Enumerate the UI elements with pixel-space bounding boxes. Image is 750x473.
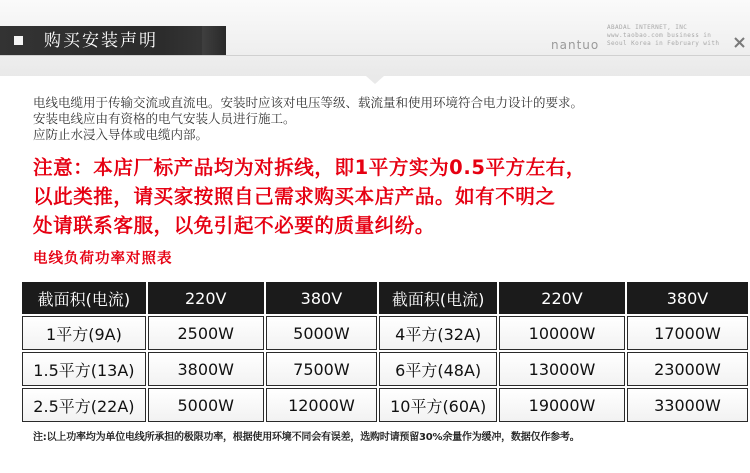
table-title: 电线负荷功率对照表: [33, 251, 173, 267]
warning-line: 处请联系客服，以免引起不必要的质量纠纷。: [33, 214, 436, 237]
header-cell: 截面积(电流): [22, 282, 146, 314]
table-cell: 2.5平方(22A): [22, 388, 146, 422]
brand-name: nantuo: [551, 38, 600, 52]
intro-line: 安装电线应由有资格的电气安装人员进行施工。: [33, 111, 296, 126]
intro-line: 电线电缆用于传输交流或直流电。安装时应该对电压等级、载流量和使用环境符合电力设计的要求。: [33, 95, 584, 110]
table-row: [22, 316, 748, 350]
header-divider: [0, 55, 750, 56]
square-bullet-icon: [14, 36, 23, 45]
warning-line: 以此类推，请买家按照自己需求购买本店产品。如有不明之: [33, 185, 556, 208]
table-cell: 17000W: [627, 316, 748, 350]
table-cell: 13000W: [499, 352, 625, 386]
table-header-row: [22, 282, 748, 314]
header-cell: 220V: [148, 282, 264, 314]
header-cell: 380V: [266, 282, 378, 314]
table-cell: 5000W: [148, 388, 264, 422]
table-cell: 4平方(32A): [379, 316, 497, 350]
brand-watermark-line: Seoul Korea in February with: [607, 40, 720, 47]
table-cell: 10平方(60A): [379, 388, 497, 422]
table-cell: 23000W: [627, 352, 748, 386]
power-table: [20, 280, 750, 424]
table-cell: 12000W: [266, 388, 378, 422]
table-row: [22, 352, 748, 386]
table-row: [22, 388, 748, 422]
brand-watermark-line: www.taobao.com business in: [607, 32, 712, 39]
table-footnote: 注:以上功率均为单位电线所承担的极限功率，根据使用环境不同会有误差，选购时请预留30%余量作为缓冲，数据仅作参考。: [33, 432, 580, 443]
header-notch: [366, 76, 384, 84]
table-cell: 5000W: [266, 316, 378, 350]
header-cell: 380V: [627, 282, 748, 314]
table-cell: 19000W: [499, 388, 625, 422]
table-cell: 33000W: [627, 388, 748, 422]
brand-watermark: [607, 24, 725, 48]
header-banner: [0, 0, 750, 76]
header-cell: 截面积(电流): [379, 282, 497, 314]
table-cell: 7500W: [266, 352, 378, 386]
table-cell: 1平方(9A): [22, 316, 146, 350]
table-cell: 2500W: [148, 316, 264, 350]
warning-notice: [33, 153, 733, 240]
brand-watermark-line: ABADAL INTERNET, INC: [607, 24, 688, 31]
page-title: 购买安装声明: [44, 31, 158, 51]
intro-line: 应防止水浸入导体或电缆内部。: [33, 127, 209, 142]
close-icon: [733, 36, 746, 49]
table-cell: 10000W: [499, 316, 625, 350]
table-cell: 1.5平方(13A): [22, 352, 146, 386]
intro-text: [33, 95, 733, 143]
warning-line: 注意：本店厂标产品均为对拆线，即1平方实为0.5平方左右，: [33, 156, 587, 179]
table-cell: 3800W: [148, 352, 264, 386]
table-cell: 6平方(48A): [379, 352, 497, 386]
header-cell: 220V: [499, 282, 625, 314]
